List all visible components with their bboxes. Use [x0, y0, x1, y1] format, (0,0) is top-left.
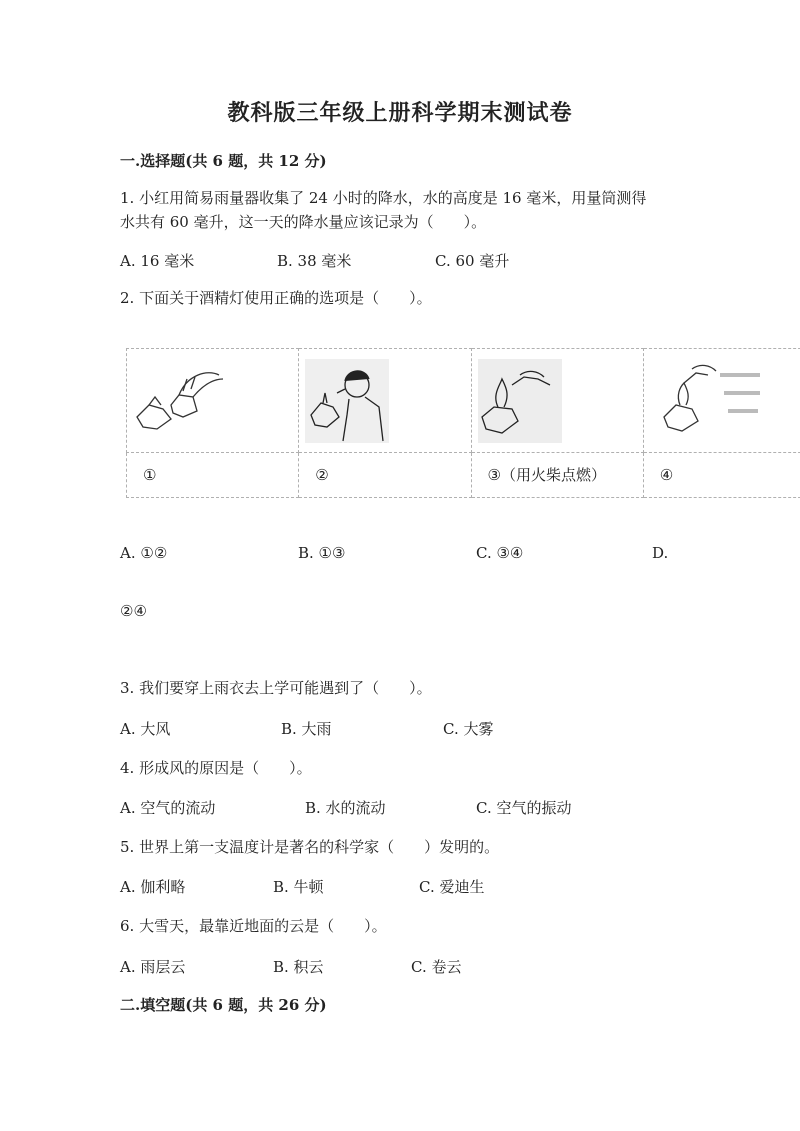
section-heading-choice: 一.选择题(共 6 题，共 12 分) — [120, 152, 327, 170]
page-title: 教科版三年级上册科学期末测试卷 — [227, 100, 573, 126]
question-6-option-c: C. 卷云 — [411, 958, 462, 976]
figure-cell-3 — [471, 349, 643, 453]
question-4-option-c: C. 空气的振动 — [476, 799, 572, 817]
question-2-option-b: B. ①③ — [298, 544, 346, 562]
question-2-option-d: D. — [652, 544, 669, 562]
question-1-line-2: 水共有 60 毫升，这一天的降水量应该记录为（ ）。 — [120, 213, 487, 231]
question-2-option-a: A. ①② — [120, 544, 168, 562]
section-heading-fill-in: 二.填空题(共 6 题，共 26 分) — [120, 996, 327, 1014]
question-2-option-d-continued: ②④ — [120, 602, 147, 620]
question-3-option-a: A. 大风 — [120, 720, 171, 738]
blowing-out-lamp-figure — [299, 355, 449, 445]
question-4-option-b: B. 水的流动 — [305, 799, 386, 817]
alcohol-lamp-figure-table — [126, 348, 800, 498]
question-6-option-a: A. 雨层云 — [120, 958, 186, 976]
question-1-option-a: A. 16 毫米 — [120, 252, 195, 270]
question-1-option-c: C. 60 毫升 — [435, 252, 510, 270]
question-4-text: 4. 形成风的原因是（ ）。 — [120, 759, 312, 777]
alcohol-lamp-cap-figure — [127, 355, 277, 445]
figure-label-2: ② — [299, 452, 471, 497]
question-2-option-c: C. ③④ — [476, 544, 524, 562]
figure-cell-2 — [299, 349, 471, 453]
figure-cell-1 — [127, 349, 299, 453]
question-5-option-c: C. 爱迪生 — [419, 878, 485, 896]
question-5-option-b: B. 牛顿 — [273, 878, 324, 896]
question-3-option-c: C. 大雾 — [443, 720, 494, 738]
question-3-option-b: B. 大雨 — [281, 720, 332, 738]
question-1-line-1: 1. 小红用简易雨量器收集了 24 小时的降水，水的高度是 16 毫米，用量筒测得 — [120, 189, 647, 207]
question-5-text: 5. 世界上第一支温度计是著名的科学家（ ）发明的。 — [120, 838, 500, 856]
question-1-option-b: B. 38 毫米 — [277, 252, 352, 270]
figure-label-3: ③（用火柴点燃） — [471, 452, 643, 497]
figure-label-4: ④ — [643, 452, 800, 497]
question-6-option-b: B. 积云 — [273, 958, 324, 976]
question-5-option-a: A. 伽利略 — [120, 878, 186, 896]
lighting-with-match-figure — [472, 355, 622, 445]
question-4-option-a: A. 空气的流动 — [120, 799, 216, 817]
lighting-from-another-lamp-figure — [644, 355, 794, 445]
question-2-text: 2. 下面关于酒精灯使用正确的选项是（ ）。 — [120, 289, 432, 307]
question-6-text: 6. 大雪天，最靠近地面的云是（ ）。 — [120, 917, 387, 935]
question-3-text: 3. 我们要穿上雨衣去上学可能遇到了（ ）。 — [120, 679, 432, 697]
figure-cell-4 — [643, 349, 800, 453]
figure-label-1: ① — [127, 452, 299, 497]
